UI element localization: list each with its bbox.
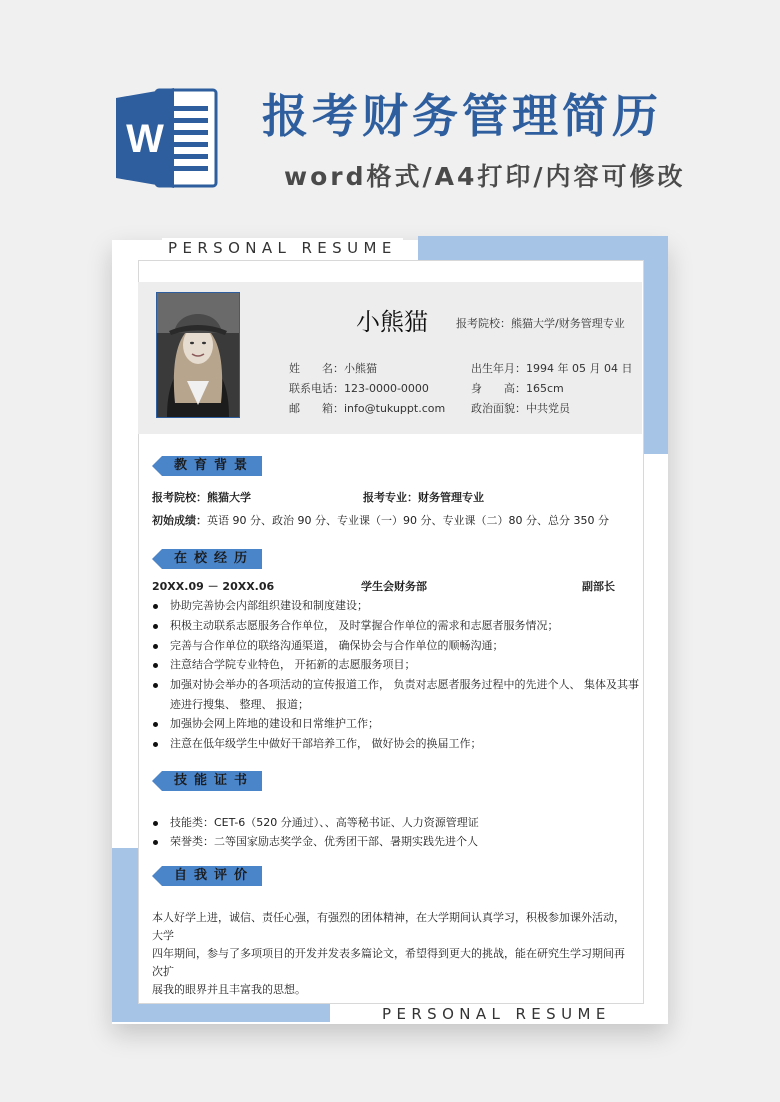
bullet-dot xyxy=(153,683,158,688)
bullet-dot xyxy=(153,644,158,649)
self-eval-line: 展我的眼界并且丰富我的思想。 xyxy=(152,983,306,996)
campus-item: 加强协会网上阵地的建设和日常维护工作； xyxy=(170,717,379,730)
info-phone-value: 123-0000-0000 xyxy=(344,382,429,395)
info-politics xyxy=(471,401,570,417)
candidate-name: 小熊猫 xyxy=(356,308,428,336)
info-phone-label: 联系电话： xyxy=(289,382,344,395)
info-politics-label: 政治面貌： xyxy=(471,402,526,415)
section-header-campus xyxy=(152,549,262,569)
info-email-label: 邮 箱： xyxy=(289,402,344,415)
self-eval-line: 四年期间，参与了多项项目的开发并发表多篇论文，希望得到更大的挑战，能在研究生学习期间再次扩 xyxy=(152,947,625,978)
page-title: 报考财务管理简历 xyxy=(262,89,662,143)
personal-resume-label-bottom: PERSONAL RESUME xyxy=(382,1005,611,1023)
education-major-label: 报考专业： xyxy=(363,491,418,504)
bullet-dot xyxy=(153,722,158,727)
info-email xyxy=(289,401,445,417)
info-height-label: 身 高： xyxy=(471,382,526,395)
info-phone xyxy=(289,381,429,397)
education-school-label: 报考院校： xyxy=(152,491,207,504)
word-document-icon xyxy=(112,84,220,192)
profile-photo xyxy=(156,292,240,418)
campus-role: 副部长 xyxy=(582,580,615,593)
education-score xyxy=(152,513,609,529)
bullet-dot xyxy=(153,604,158,609)
campus-item: 积极主动联系志愿服务合作单位， 及时掌握合作单位的需求和志愿者服务情况； xyxy=(170,619,559,632)
section-title-education: 教育背景 xyxy=(174,458,255,473)
bullet-dot xyxy=(153,624,158,629)
info-birth-label: 出生年月： xyxy=(471,362,526,375)
campus-item: 协助完善协会内部组织建设和制度建设； xyxy=(170,599,368,612)
bullet-dot xyxy=(153,663,158,668)
section-header-skills xyxy=(152,771,262,791)
self-eval-line: 本人好学上进，诚信、责任心强，有强烈的团体精神，在大学期间认真学习，积极参加课外活动，大学 xyxy=(152,911,625,942)
education-score-value: 英语 90 分、政治 90 分、专业课（一）90 分、专业课（二）80 分、总分 350 分 xyxy=(207,514,609,527)
info-birth-value: 1994 年 05 月 04 日 xyxy=(526,362,633,375)
info-height-value: 165cm xyxy=(526,382,564,395)
info-name-value: 小熊猫 xyxy=(344,362,377,375)
section-title-campus: 在校经历 xyxy=(174,551,255,566)
education-school-value: 熊猫大学 xyxy=(207,491,251,504)
campus-item: 注意结合学院专业特色， 开拓新的志愿服务项目； xyxy=(170,658,416,671)
campus-item: 注意在低年级学生中做好干部培养工作， 做好协会的换届工作； xyxy=(170,737,482,750)
info-birth xyxy=(471,361,632,377)
info-email-value: info@tukuppt.com xyxy=(344,402,446,415)
skills-item: 荣誉类：二等国家励志奖学金、优秀团干部、暑期实践先进个人 xyxy=(170,835,478,848)
personal-resume-label-top: PERSONAL RESUME xyxy=(162,238,403,258)
section-header-education xyxy=(152,456,262,476)
info-height xyxy=(471,381,564,397)
svg-text:W: W xyxy=(126,117,164,161)
campus-item: 完善与合作单位的联络沟通渠道， 确保协会与合作单位的顺畅沟通； xyxy=(170,639,504,652)
section-title-skills: 技能证书 xyxy=(174,773,255,788)
education-major-value: 财务管理专业 xyxy=(418,491,484,504)
info-politics-value: 中共党员 xyxy=(526,402,570,415)
section-header-self-eval xyxy=(152,866,262,886)
bullet-dot xyxy=(153,840,158,845)
bullet-dot xyxy=(153,821,158,826)
self-eval-paragraph xyxy=(152,909,628,999)
section-title-self-eval: 自我评价 xyxy=(174,868,255,883)
campus-period: 20XX.09 － 20XX.06 xyxy=(152,580,275,593)
campus-org: 学生会财务部 xyxy=(361,580,427,593)
info-name-label: 姓 名： xyxy=(289,362,344,375)
apply-school-line: 报考院校：熊猫大学/财务管理专业 xyxy=(456,317,625,330)
campus-item-continued: 迹进行搜集、 整理、 报道； xyxy=(170,698,309,711)
page-subtitle: word格式/A4打印/内容可修改 xyxy=(284,162,686,191)
education-major xyxy=(363,490,484,506)
skills-item: 技能类：CET-6（520 分通过）、、高等秘书证、人力资源管理证 xyxy=(170,816,479,829)
education-school xyxy=(152,490,251,506)
info-name xyxy=(289,361,377,377)
campus-item: 加强对协会举办的各项活动的宣传报道工作， 负责对志愿者服务过程中的先进个人、 集体及其事 xyxy=(170,678,639,691)
education-score-label: 初始成绩： xyxy=(152,514,207,527)
bullet-dot xyxy=(153,742,158,747)
